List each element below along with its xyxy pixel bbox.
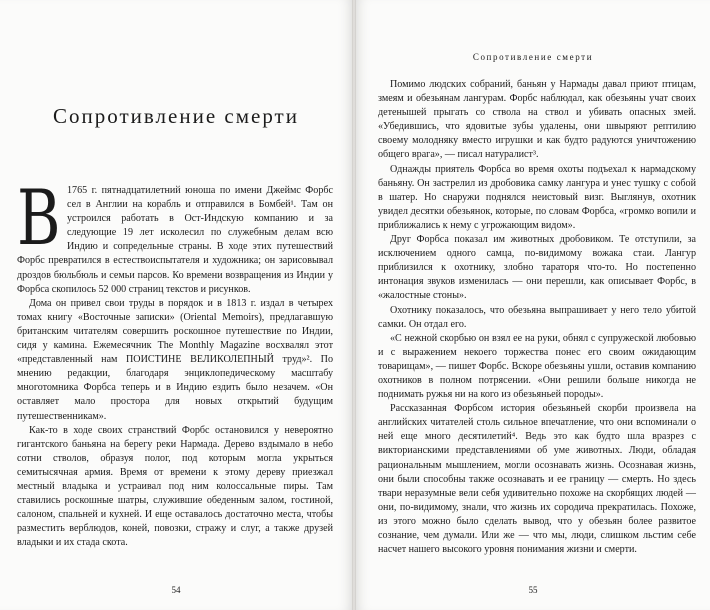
book-gutter [352, 0, 356, 610]
drop-cap: В [17, 173, 60, 262]
paragraph-6: Друг Форбса показал им животных дробовиком. Те отступили, за исключением одного самца, по-видимому вожака стаи. Лангур приблизился к охотнику, злобно тараторя что-то. Но постепенно интонация звуков изменилась — они перешли, как описывает Форбс, в «жалостные стоны». [378, 234, 696, 302]
running-head: Сопротивление смерти [472, 52, 594, 62]
right-page [356, 0, 710, 610]
paragraph-5: Однажды приятель Форбса во время охоты подъехал к нармадскому баньяну. Он застрелил из дробовика самку лангура и унес тушку с собой в шатер. Но снаружи поднялся неистовый визг. Выглянув, охотник увидел десятки обезьянок, которые, по словам Форбса, «громко вопили и приближались к нему с угрожающим видом». [378, 163, 696, 231]
paragraph-1 [17, 173, 333, 297]
left-page [0, 0, 352, 610]
page-number-left: 54 [171, 585, 181, 595]
paragraph-7: Охотнику показалось, что обезьяна выпрашивает у него тело убитой самки. Он отдал его. [378, 304, 696, 330]
paragraph-9: Рассказанная Форбсом история обезьяньей скорби произвела на английских читателей столь сильное впечатление, что они вспоминали о ней еще много десятилетий⁴. Ведь это как будто шла вразрез с викторианскими представлениями об уме животных. Люди, обладая рациональным мышлением, могли осознавать жизнь. Осознавая жизнь, они были способны также осознавать и ее границу — смерть. Но здесь твари неразумные вели себя удивительно похоже на скорбящих людей — они, по-видимому, знали, что жизнь их сородича прекратилась. Похоже, из этого можно было сделать вывод, что у обезьян более развитое сознание, чем думали. Или же — что мы, люди, слишком льстим себе насчет нашего высокого уровня понимания жизни и смерти. [378, 403, 696, 556]
paragraph-8: «С нежной скорбью он взял ее на руки, обнял с супружеской любовью и с выражением некоего торжества понес его своим ожидающим товарищам», — пишет Форбс. Вскоре обезьяны ушли, оставив компанию охотников в полном потрясении. «Они решили больше никогда не поднимать ружья ни на кого из обезьяньей породы». [378, 332, 696, 401]
paragraph-3: Как-то в ходе своих странствий Форбс остановился у невероятно гигантского баньяна на берегу реки Нармада. Дерево вздымало в небо сотни стволов, образуя полог, под которым могла укрыться семитысячная армия. Время от времени к этому дереву приезжал местный владыка и устраивал под ним колоссальные пиры. Там ставились роскошные шатры, служившие обеденным залом, гостиной, салоном, спальней и кухней. И еще оставалось достаточно места, чтобы разместить верблюдов, коней, повозки, стражу и слуг, а также друзей владыки и их стада скота. [17, 424, 333, 549]
right-page-body [378, 78, 696, 557]
paragraph-4: Помимо людских собраний, баньян у Нармады давал приют птицам, змеям и обезьянам лангурам. Форбс наблюдал, как обезьяны учат своих детенышей прыгать со ствола на ствол и убивать опасных змей. «Убедившись, что ядовитые зубы удалены, они швыряют рептилию своему молодняку вместо игрушки и как будто радуются уничтожению общего врага», — писал натуралист³. [378, 79, 696, 161]
left-page-body [17, 173, 333, 550]
paragraph-1-text: 1765 г. пятнадцатилетний юноша по имени Джеймс Форбс сел в Англии на корабль и отправился в Бомбей¹. Там он устроился работать в Ост-Индскую компанию и за следующие 19 лет исколесил по служебным делам всю Индию и сопредельные страны. В ходе этих путешествий Форбс превратился в естествоиспытателя и художника; он зарисовывал дроздов бюльбюль и семьи парсов. Ко времени возвращения из Индии у Форбса скопилось 52 000 страниц текстов и рисунков. [17, 185, 333, 295]
chapter-title: Сопротивление смерти [53, 104, 299, 128]
page-number-right: 55 [528, 585, 538, 595]
paragraph-2: Дома он привел свои труды в порядок и в 1813 г. издал в четырех томах книгу «Восточные записки» (Oriental Memoirs), предлагавшую британским читателям совершить роскошное путешествие по Индии, сидя у камина. Ежемесячник The Monthly Magazine восхвалял этот «представленный нам ПОИСТИНЕ ВЕЛИКОЛЕПНЫЙ труд»². По мнению редакции, благодаря энциклопедическому масштабу многотомника Форбса теперь и в Индию ездить было незачем. «Он оставляет мало простора для новых открытий будущим путешественникам». [17, 297, 333, 422]
